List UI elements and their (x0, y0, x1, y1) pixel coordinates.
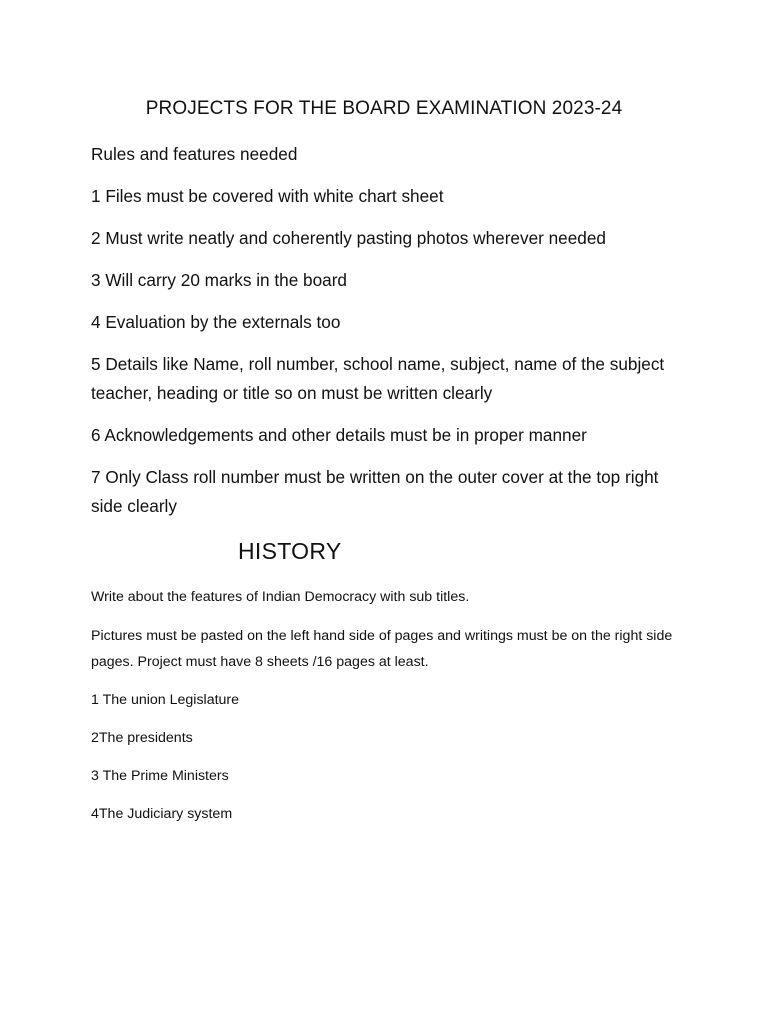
document-title: PROJECTS FOR THE BOARD EXAMINATION 2023-24 (145, 98, 623, 119)
history-topic: 2The presidents (91, 730, 193, 746)
history-topic-list (91, 688, 691, 826)
history-topic: 1 The union Legislature (91, 692, 240, 708)
rule-item: 1 Files must be covered with white chart sheet (91, 186, 444, 206)
rules-heading: Rules and features needed (91, 144, 298, 164)
history-instruction: Write about the features of Indian Democracy with sub titles. (91, 589, 470, 605)
rule-item: 3 Will carry 20 marks in the board (91, 270, 347, 290)
rule-item: 7 Only Class roll number must be written on the outer cover at the top right side clearly (91, 467, 659, 516)
rule-item: 6 Acknowledgements and other details must be in proper manner (91, 425, 587, 445)
history-topic: 3 The Prime Ministers (91, 768, 229, 784)
history-section (91, 584, 691, 840)
rule-item: 2 Must write neatly and coherently pasting photos wherever needed (91, 228, 606, 248)
history-note: Pictures must be pasted on the left hand side of pages and writings must be on the right side pages. Project must have 8 sheets /16 pages at least. (91, 628, 673, 670)
rules-section (91, 140, 691, 534)
rule-item: 4 Evaluation by the externals too (91, 312, 341, 332)
history-topic: 4The Judiciary system (91, 806, 233, 822)
history-heading: HISTORY (238, 538, 342, 564)
rule-item: 5 Details like Name, roll number, school name, subject, name of the subject teacher, heading or title so on must be written clearly (91, 354, 665, 403)
